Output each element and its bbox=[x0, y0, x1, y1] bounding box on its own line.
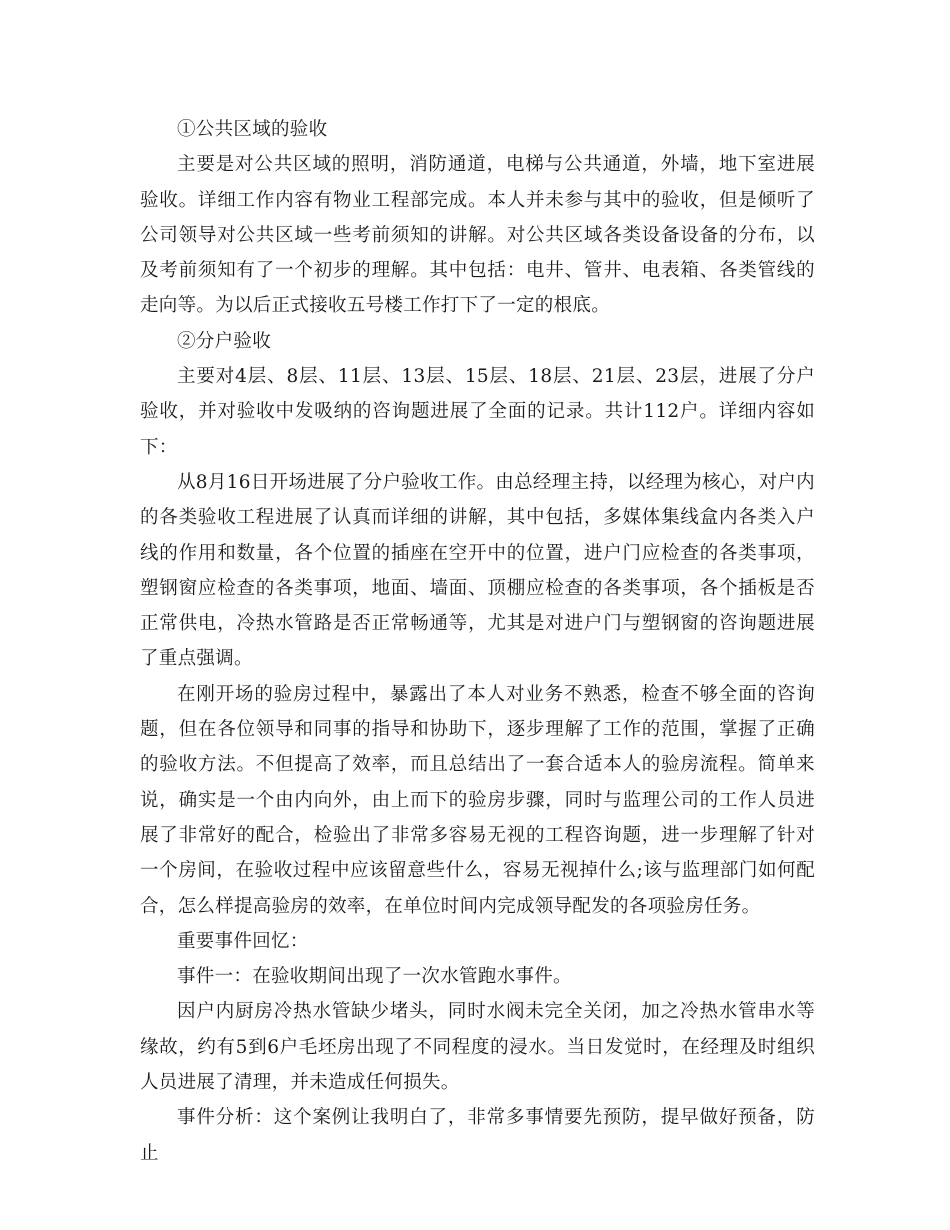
heading-household-acceptance: ②分户验收 bbox=[177, 330, 272, 352]
paragraph-inspection-process: 在刚开场的验房过程中，暴露出了本人对业务不熟悉，检查不够全面的咨询题，但在各位领导和同事的指导和协助下，逐步理解了工作的范围，掌握了正确的验收方法。不但提高了效率，而且总结出了一套合适本人的验房流程。简单来说，确实是一个由内向外，由上而下的验房步骤，同时与监理公司的工作人员进展了非常好的配合，检验出了非常多容易无视的工程咨询题，进一步理解了针对一个房间，在验收过程中应该留意些什么，容易无视掉什么;该与监理部门如何配合，怎么样提高验房的效率，在单位时间内完成领导配发的各项验房任务。 bbox=[140, 683, 815, 917]
paragraph-event-one-details: 因户内厨房冷热水管缺少堵头，同时水阀未完全关闭，加之冷热水管串水等缘故，约有5到6户毛坯房出现了不同程度的浸水。当日发觉时，在经理及时组织人员进展了清理，并未造成任何损失。 bbox=[140, 1001, 815, 1094]
document-body bbox=[140, 112, 815, 1171]
paragraph-event-analysis: 事件分析：这个案例让我明白了，非常多事情要先预防，提早做好预备，防止 bbox=[140, 1107, 815, 1164]
heading-important-events: 重要事件回忆： bbox=[177, 930, 309, 952]
paragraph-acceptance-start: 从8月16日开场进展了分户验收工作。由总经理主持，以经理为核心，对户内的各类验收工程进展了认真而详细的讲解，其中包括，多媒体集线盒内各类入户线的作用和数量，各个位置的插座在空开中的位置，进户门应检查的各类事项，塑钢窗应检查的各类事项，地面、墙面、顶棚应检查的各类事项，各个插板是否正常供电，冷热水管路是否正常畅通等，尤其是对进户门与塑钢窗的咨询题进展了重点强调。 bbox=[140, 471, 815, 670]
paragraph-public-area-details: 主要是对公共区域的照明，消防通道，电梯与公共通道，外墙，地下室进展验收。详细工作内容有物业工程部完成。本人并未参与其中的验收，但是倾听了公司领导对公共区域一些考前须知的讲解。对公共区域各类设备设备的分布，以及考前须知有了一个初步的理解。其中包括：电井、管井、电表箱、各类管线的走向等。为以后正式接收五号楼工作打下了一定的根底。 bbox=[140, 154, 815, 317]
heading-public-area-acceptance: ①公共区域的验收 bbox=[177, 119, 328, 140]
paragraph-event-one: 事件一：在验收期间出现了一次水管跑水事件。 bbox=[177, 966, 572, 988]
paragraph-household-floors: 主要对4层、8层、11层、13层、15层、18层、21层、23层，进展了分户验收，并对验收中发吸纳的咨询题进展了全面的记录。共计112户。详细内容如下： bbox=[140, 366, 815, 458]
